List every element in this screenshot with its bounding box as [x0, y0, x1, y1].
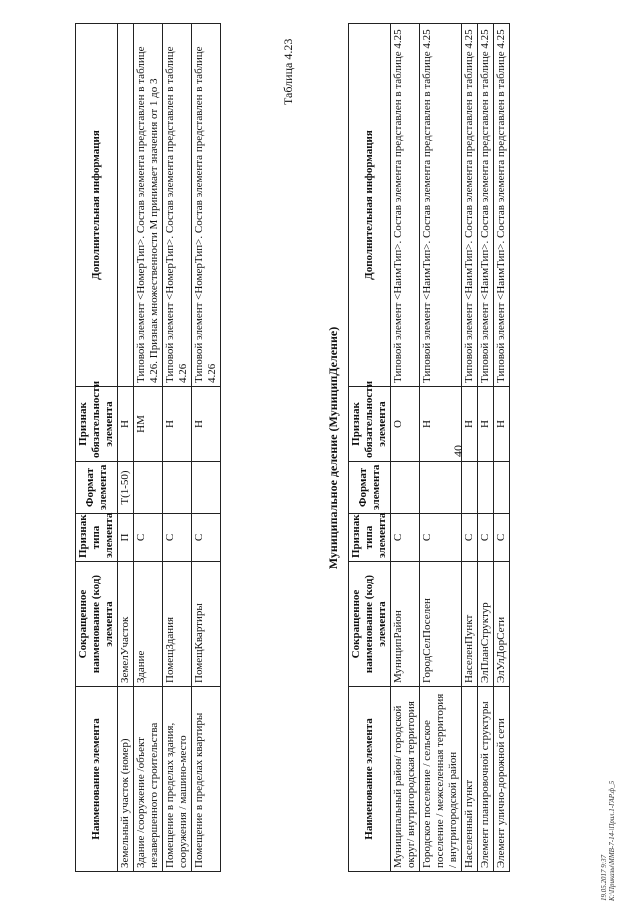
cell-short: ПомещКвартиры [192, 562, 221, 687]
cell-name: Помещение в пределах здания, сооружения / машино-место [163, 687, 192, 872]
header-type: Признак типа элемента [349, 514, 391, 562]
cell-short: МуниципРайон [391, 562, 420, 687]
cell-short: НаселенПункт [462, 562, 478, 687]
cell-short: ЗемелУчасток [118, 562, 134, 687]
table-title: Муниципальное деление (МуниципДеление) [326, 326, 340, 570]
cell-format [478, 462, 494, 514]
table-row [118, 24, 134, 872]
cell-info: Типовой элемент <НаимТип>. Состав элемента представлен в таблице 4.25 [478, 24, 494, 387]
cell-type: С [420, 514, 462, 562]
table-continuation [75, 23, 221, 872]
header-short: Сокращенное наименование (код) элемента [76, 562, 118, 687]
cell-info: Типовой элемент <НаимТип>. Состав элемента представлен в таблице 4.25 [462, 24, 478, 387]
cell-type: С [192, 514, 221, 562]
page-number: 40 [451, 445, 465, 457]
cell-name: Элемент улично-дорожной сети [494, 687, 510, 872]
cell-name: Элемент планировочной структуры [478, 687, 494, 872]
cell-required: Н [163, 387, 192, 462]
table-row [192, 24, 221, 872]
table-row [134, 24, 163, 872]
table-body [391, 24, 510, 872]
table-row [494, 24, 510, 872]
cell-format [494, 462, 510, 514]
cell-format [391, 462, 420, 514]
cell-required: О [391, 387, 420, 462]
cell-required: НМ [134, 387, 163, 462]
cell-type: С [163, 514, 192, 562]
cell-type: С [462, 514, 478, 562]
stamp-line: К:\Приказы\ММВ-7-14-\Прил.1-ГАР.ф_5 [608, 780, 616, 901]
header-name: Наименование элемента [76, 687, 118, 872]
cell-info: Типовой элемент <НомерТип>. Состав элемента представлен в таблице 4.26 [163, 24, 192, 387]
header-short: Сокращенное наименование (код) элемента [349, 562, 391, 687]
cell-required: Н [494, 387, 510, 462]
cell-format [134, 462, 163, 514]
header-type: Признак типа элемента [76, 514, 118, 562]
cell-required: Н [462, 387, 478, 462]
cell-short: Здание [134, 562, 163, 687]
table-number: Таблица 4.23 [281, 38, 295, 105]
header-format: Формат элемента [76, 462, 118, 514]
cell-format [462, 462, 478, 514]
cell-short: ПомещЗдания [163, 562, 192, 687]
cell-name: Помещение в пределах квартиры [192, 687, 221, 872]
cell-name: Здание /сооружение /объект незавершенного строительства [134, 687, 163, 872]
cell-required: Н [478, 387, 494, 462]
cell-required: Н [420, 387, 462, 462]
cell-required: Н [118, 387, 134, 462]
stamp-line: 19.05.2017 9:37 [600, 854, 608, 901]
cell-format [420, 462, 462, 514]
cell-format: T(1-50) [118, 462, 134, 514]
cell-short: ЭлПланСтруктур [478, 562, 494, 687]
cell-name: Городское поселение / сельское поселение / межселенная территория / внутригородской район [420, 687, 462, 872]
table-header-row [76, 24, 118, 872]
cell-name: Земельный участок (номер) [118, 687, 134, 872]
cell-required: Н [192, 387, 221, 462]
cell-format [163, 462, 192, 514]
cell-info: Типовой элемент <НаимТип>. Состав элемента представлен в таблице 4.25 [420, 24, 462, 387]
cell-type: С [494, 514, 510, 562]
header-required: Признак обязательности элемента [349, 387, 391, 462]
file-stamp [600, 781, 616, 901]
cell-short: ГородСелПоселен [420, 562, 462, 687]
cell-type: П [118, 514, 134, 562]
cell-info: Типовой элемент <НаимТип>. Состав элемента представлен в таблице 4.25 [494, 24, 510, 387]
table-row [391, 24, 420, 872]
table-header-row [349, 24, 391, 872]
table-municipal-division [348, 23, 510, 872]
cell-type: С [134, 514, 163, 562]
cell-info: Типовой элемент <НомерТип>. Состав элемента представлен в таблице 4.26. Признак множественности М принимает значения от 1 до 3 [134, 24, 163, 387]
table-body [118, 24, 221, 872]
cell-name: Населенный пункт [462, 687, 478, 872]
header-info: Дополнительная информация [76, 24, 118, 387]
cell-type: С [391, 514, 420, 562]
header-format: Формат элемента [349, 462, 391, 514]
header-name: Наименование элемента [349, 687, 391, 872]
cell-short: ЭлУлДорСети [494, 562, 510, 687]
cell-info: Типовой элемент <НомерТип>. Состав элемента представлен в таблице 4.26 [192, 24, 221, 387]
table-row [478, 24, 494, 872]
cell-type: С [478, 514, 494, 562]
cell-info: Типовой элемент <НаимТип>. Состав элемента представлен в таблице 4.25 [391, 24, 420, 387]
header-info: Дополнительная информация [349, 24, 391, 387]
header-required: Признак обязательности элемента [76, 387, 118, 462]
cell-info [118, 24, 134, 387]
table-row [163, 24, 192, 872]
cell-format [192, 462, 221, 514]
cell-name: Муниципальный район/ городской округ/ внутригородская территория [391, 687, 420, 872]
